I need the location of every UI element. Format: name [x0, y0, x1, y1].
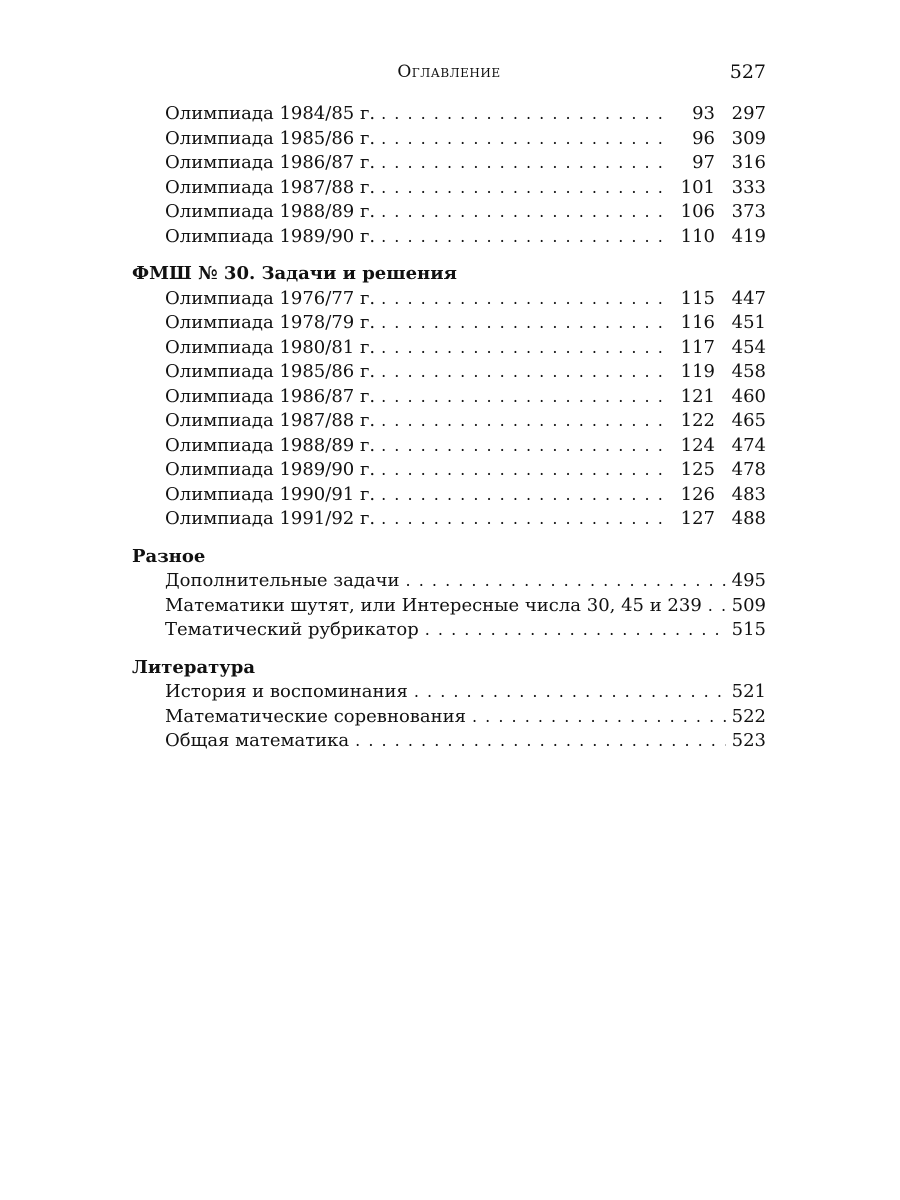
dot-leader: [472, 705, 726, 730]
dot-leader: [381, 336, 669, 361]
toc-section: [132, 102, 766, 249]
toc-entry-problem-page: 115: [680, 287, 715, 309]
toc-entry-problem-page: 119: [680, 361, 715, 382]
toc-entry-page: 523: [731, 730, 766, 751]
toc-entry-problem-page: 101: [680, 176, 715, 198]
toc-entry-problem-page: 93: [692, 103, 715, 124]
toc-entry[interactable]: [132, 458, 766, 483]
dot-leader: [381, 176, 669, 201]
running-head: [132, 58, 766, 86]
section-heading[interactable]: Литература: [132, 656, 256, 678]
toc-entry[interactable]: [132, 483, 766, 508]
toc-entry-solution-page: 419: [731, 225, 766, 247]
toc-entry[interactable]: [132, 385, 766, 410]
toc-entry-solution-page: 316: [731, 152, 766, 173]
dot-leader: [381, 385, 669, 410]
toc-entry-title: Олимпиада 1987/88 г.: [165, 409, 381, 434]
toc-entry-solution-page: 458: [731, 361, 766, 382]
section-spacer: [132, 532, 766, 545]
section-heading[interactable]: ФМШ № 30. Задачи и решения: [132, 263, 457, 284]
toc-entry-title: Общая математика: [165, 729, 355, 754]
toc-entry-problem-page: 117: [680, 336, 715, 358]
dot-leader: [381, 360, 669, 385]
dot-leader: [381, 458, 669, 483]
toc-entry-problem-page: 125: [680, 459, 715, 480]
toc-entry-title: Олимпиада 1989/90 г.: [165, 225, 381, 250]
toc-entry-title: Математические соревнования: [165, 705, 472, 730]
dot-leader: [381, 409, 669, 434]
toc-entry-problem-page: 122: [680, 410, 715, 431]
toc-entry-problem-page: 106: [680, 201, 715, 222]
toc-entry-solution-page: 460: [731, 385, 766, 407]
dot-leader: [381, 483, 669, 508]
toc-entry-problem-page: 124: [680, 434, 715, 456]
dot-leader: [381, 507, 669, 532]
toc-entry-page: 522: [731, 705, 766, 727]
toc-entry[interactable]: [132, 151, 766, 176]
toc-entry[interactable]: [132, 409, 766, 434]
toc-entry[interactable]: [132, 127, 766, 152]
toc-entry-problem-page: 126: [680, 483, 715, 505]
toc-entry[interactable]: [132, 176, 766, 201]
toc-entry-page: 521: [731, 681, 766, 702]
toc-entry-problem-page: 96: [692, 127, 715, 149]
toc-section: [132, 262, 766, 532]
toc-entry-title: Олимпиада 1976/77 г.: [165, 287, 381, 312]
toc-entry-title: Математики шутят, или Интересные числа 30, 45 и 239: [165, 594, 708, 619]
dot-leader: [381, 127, 669, 152]
toc-entry[interactable]: [132, 680, 766, 705]
toc-entry-solution-page: 447: [731, 287, 766, 309]
dot-leader: [381, 311, 669, 336]
toc-entry-title: Олимпиада 1988/89 г.: [165, 200, 381, 225]
toc-entry-title: Олимпиада 1988/89 г.: [165, 434, 381, 459]
toc-entry-title: Олимпиада 1978/79 г.: [165, 311, 381, 336]
toc-entry-title: Тематический рубрикатор: [165, 618, 425, 643]
toc-entry-solution-page: 454: [731, 336, 766, 358]
toc-entry-problem-page: 127: [680, 508, 715, 529]
toc-entry-solution-page: 297: [731, 103, 766, 124]
toc-entry-title: История и воспоминания: [165, 680, 414, 705]
toc-entry-title: Олимпиада 1989/90 г.: [165, 458, 381, 483]
toc-entry-title: Дополнительные задачи: [165, 569, 406, 594]
toc-entry[interactable]: [132, 287, 766, 312]
dot-leader: [381, 225, 669, 250]
toc-entry-solution-page: 478: [731, 459, 766, 480]
toc-entry-solution-page: 465: [731, 410, 766, 431]
toc-entry-title: Олимпиада 1990/91 г.: [165, 483, 381, 508]
toc-entry-title: Олимпиада 1984/85 г.: [165, 102, 381, 127]
toc-entry-page: 509: [731, 594, 766, 616]
toc-entry[interactable]: [132, 102, 766, 127]
dot-leader: [381, 102, 669, 127]
toc-entry[interactable]: [132, 618, 766, 643]
toc-entry-solution-page: 373: [731, 201, 766, 222]
toc-entry-page: 515: [731, 619, 766, 640]
section-spacer: [132, 643, 766, 656]
toc-entry[interactable]: [132, 336, 766, 361]
toc-entry-title: Олимпиада 1991/92 г.: [165, 507, 381, 532]
toc-entry-solution-page: 483: [731, 483, 766, 505]
toc-entry[interactable]: [132, 434, 766, 459]
dot-leader: [381, 151, 669, 176]
toc-entry-title: Олимпиада 1987/88 г.: [165, 176, 381, 201]
toc-entry-title: Олимпиада 1985/86 г.: [165, 127, 381, 152]
toc-entry[interactable]: [132, 225, 766, 250]
toc-entry[interactable]: [132, 360, 766, 385]
toc-entry-problem-page: 121: [680, 385, 715, 407]
toc-entry-solution-page: 451: [731, 312, 766, 333]
toc-entry-solution-page: 309: [731, 127, 766, 149]
section-heading[interactable]: Разное: [132, 545, 206, 567]
toc-entry[interactable]: [132, 200, 766, 225]
toc-entry[interactable]: [132, 311, 766, 336]
toc-section: [132, 545, 766, 643]
running-head-page-number: 527: [729, 61, 766, 83]
dot-leader: [381, 200, 669, 225]
toc-entry[interactable]: [132, 507, 766, 532]
toc-entry-page: 495: [731, 570, 766, 591]
dot-leader: [406, 569, 726, 594]
dot-leader: [414, 680, 726, 705]
table-of-contents: [132, 102, 766, 754]
dot-leader: [708, 594, 726, 619]
section-spacer: [132, 249, 766, 262]
toc-entry-problem-page: 110: [680, 225, 715, 247]
toc-entry[interactable]: [132, 705, 766, 730]
toc-entry[interactable]: [132, 594, 766, 619]
toc-entry-problem-page: 116: [680, 312, 715, 333]
dot-leader: [381, 434, 669, 459]
toc-entry[interactable]: [132, 569, 766, 594]
toc-entry-title: Олимпиада 1985/86 г.: [165, 360, 381, 385]
running-head-title: Оглавление: [397, 62, 501, 82]
dot-leader: [355, 729, 726, 754]
toc-entry-title: Олимпиада 1980/81 г.: [165, 336, 381, 361]
dot-leader: [425, 618, 726, 643]
toc-entry-title: Олимпиада 1986/87 г.: [165, 151, 381, 176]
toc-entry-problem-page: 97: [692, 152, 715, 173]
toc-entry-solution-page: 488: [731, 508, 766, 529]
toc-entry-title: Олимпиада 1986/87 г.: [165, 385, 381, 410]
toc-entry-solution-page: 474: [731, 434, 766, 456]
dot-leader: [381, 287, 669, 312]
toc-entry[interactable]: [132, 729, 766, 754]
toc-entry-solution-page: 333: [731, 176, 766, 198]
toc-section: [132, 656, 766, 754]
